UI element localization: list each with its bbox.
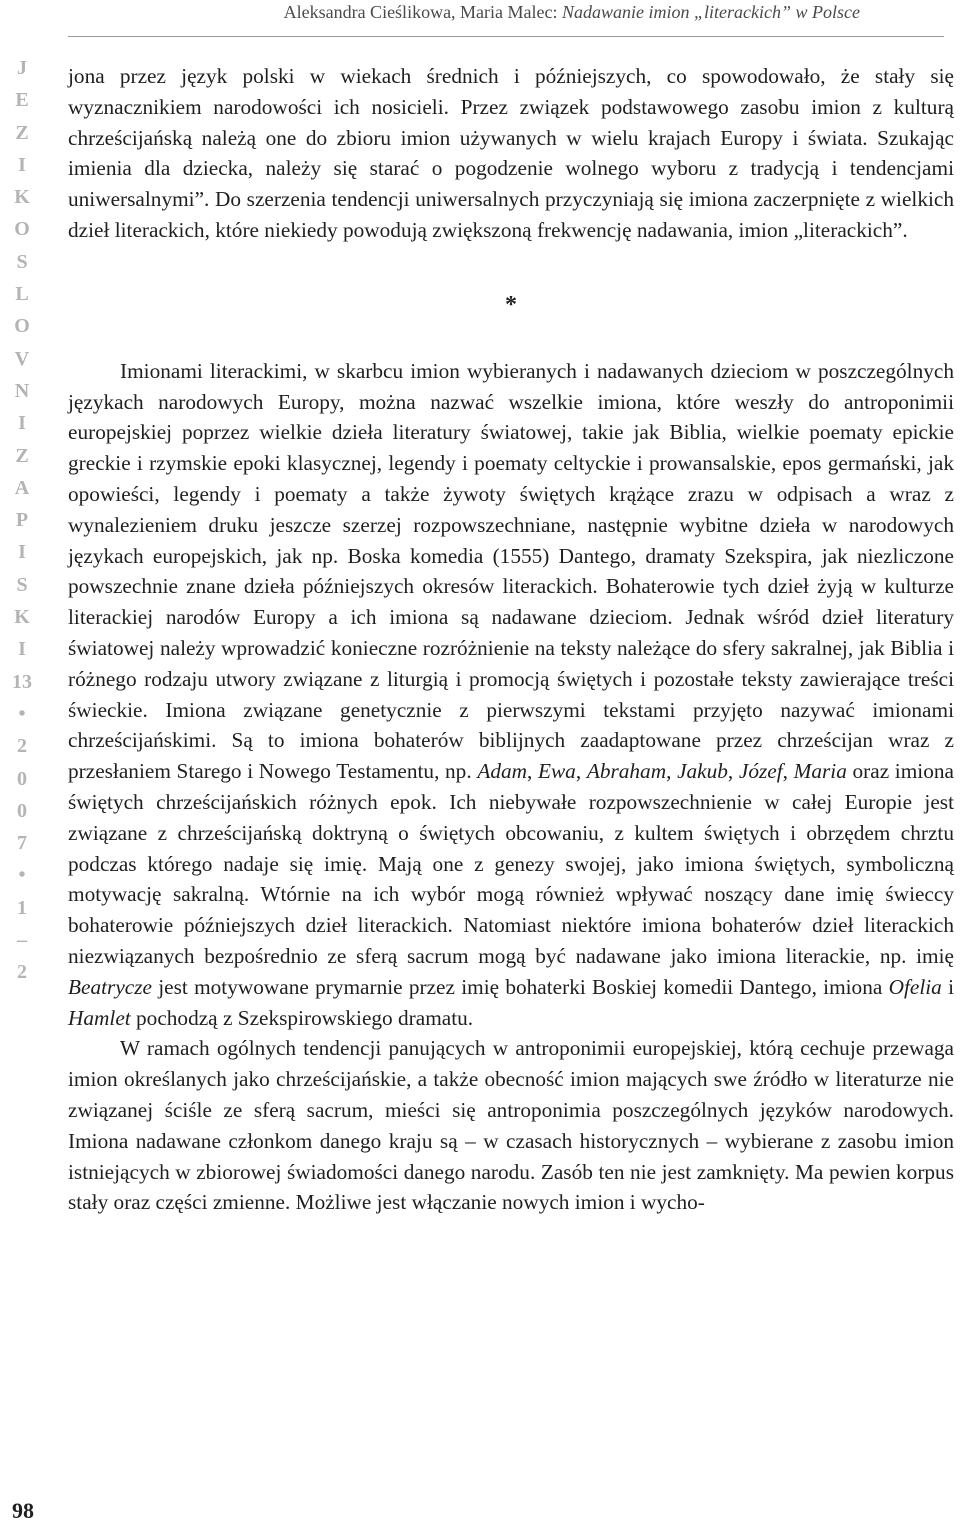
separator: , <box>527 759 538 784</box>
body-text <box>68 61 954 1218</box>
running-head <box>284 2 860 23</box>
running-head-authors: Aleksandra Cieślikowa, Maria Malec: <box>283 2 563 22</box>
paragraph-2 <box>68 356 954 1034</box>
side-title-char: Z <box>15 444 29 467</box>
paragraph-2-text: jest motywowane prymarnie przez imię bohaterki Boskiej komedii Dantego, imiona <box>151 974 889 999</box>
side-title-char: – <box>17 929 27 952</box>
side-title-char: S <box>16 573 28 596</box>
side-title-char: V <box>14 347 30 370</box>
side-title-char: O <box>14 315 30 338</box>
side-title-char: I <box>18 638 26 661</box>
side-title-char: A <box>14 476 30 499</box>
running-head-title: Nadawanie imion „literackich” w Polsce <box>562 2 860 22</box>
side-title-char: 1 <box>17 896 27 919</box>
paragraph-2-text: Imionami literackimi, w skarbcu imion wybieranych i nadawanych dzieciom w poszczególnych językach narodowych Europy, można nazwać wszelkie imiona, które weszły do antroponimii europejskiej poprzez wielkie dzieła literatury światowej, takie jak Biblia, wielkie poematy epickie greckie i rzymskie epoki klasycznej, legendy i poematy celtyckie i prowansalskie, epos germański, jak opowieści, legendy i poematy a także żywoty świętych krążące zrazu w odpisach a wraz z wynalezieniem druku jeszcze szerzej rozpowszechniane, następnie wybitne dzieła w narodowych językach europejskich, jak np. Boska komedia (1555) Dantego, dramaty Szekspira, jak niezliczone powszechnie znane dzieła późniejszych okresów literackich. Bohaterowie tych dzieł żyją w kulturze literackiej narodów Europy a ich imiona są nadawane dzieciom. Jednak wśród dzieł literatury światowej należy wprowadzić konieczne rozróżnienie na teksty należące do sfery sakralnej, jak Biblia i różnego rodzaju utwory związane z liturgią i promocją świętych i pozostałe teksty zawierające treści świeckie. Imiona związane genetycznie z pierwszymi tekstami przyjęto nazywać imionami chrześcijańskimi. Są to imiona bohaterów biblijnych zaadaptowane przez chrześcijan wraz z przesłaniem Starego i Nowego Testamentu, np. <box>68 358 954 784</box>
separator: , <box>575 759 587 784</box>
name-maria: Maria <box>793 759 847 784</box>
name-jozef: Józef <box>738 759 783 784</box>
name-beatrycze: Beatrycze <box>68 974 152 999</box>
name-ofelia: Ofelia <box>888 974 942 999</box>
side-title-char: J <box>17 57 27 79</box>
side-title-char: 13 <box>12 670 32 693</box>
section-divider-asterisk: * <box>505 291 517 318</box>
name-ewa: Ewa <box>537 759 576 784</box>
side-title-char: 0 <box>17 799 27 822</box>
paragraph-2-text: i <box>941 974 954 999</box>
paragraph-3: W ramach ogólnych tendencji panujących w antroponimii europejskiej, którą cechuje przewaga imion określanych jako chrześcijańskie, a także obecność imion mających swe źródło w literaturze nie związanej ściśle ze sferą sacrum, mieści się antroponimia poszczególnych języków narodowych. Imiona nadawane członkom danego kraju są – w czasach historycznych – wybierane z zasobu imion istniejących w zbiorowej świadomości danego narodu. Zasób ten nie jest zamknięty. Ma pewien korpus stały oraz części zmienne. Możliwe jest włączanie nowych imion i wycho- <box>68 1036 954 1215</box>
journal-side-title <box>8 58 36 995</box>
side-title-char: I <box>18 412 26 435</box>
paragraph-2-text: pochodzą z Szekspirowskiego dramatu. <box>130 1005 474 1030</box>
separator: , <box>727 759 739 784</box>
paragraph-1: jona przez język polski w wiekach średnich i późniejszych, co spowodowało, że stały się wyznacznikiem narodowości ich nosicieli. Przez związek podstawowego zasobu imion z kulturą chrześcijańską należą one do zbioru imion używanych w wielu krajach Europy i świata. Szukając imienia dla dziecka, należy się starać o pogodzenie wolnego wyboru z tradycją i tendencjami uniwersalnymi”. Do szerzenia tendencji uniwersalnych przyczyniają się imiona zaczerpnięte z wielkich dzieł literackich, które niekiedy powodują zwiększoną frekwencję nadawania, imion „literackich”. <box>68 64 954 242</box>
name-adam: Adam <box>477 759 527 784</box>
side-title-char: 7 <box>17 832 27 855</box>
name-hamlet: Hamlet <box>68 1005 131 1030</box>
page-number: 98 <box>12 1498 34 1523</box>
side-title-char: Z <box>15 121 29 144</box>
side-title-char: S <box>16 250 28 273</box>
side-title-char: 2 <box>17 735 27 758</box>
side-title-char: L <box>15 283 29 306</box>
side-title-char: I <box>18 153 26 176</box>
side-title-char: • <box>18 702 26 725</box>
name-abraham: Abraham <box>586 759 667 784</box>
side-title-char: K <box>14 186 30 209</box>
header-rule <box>68 36 944 37</box>
paragraph-2-text: oraz imiona świętych chrześcijańskich różnych epok. Ich niebywałe rozpowszechnienie w całej Europie jest związane z chrześcijańską doktryną o świętych obcowaniu, z kultem świętych i obrzędem chrztu podczas którego nadaje się imię. Mają one z genezy swojej, jako imiona świętych, symboliczną motywację sakralną. Wtórnie na ich wybór mogą również wpływać noszący dane imię świeccy bohaterowie późniejszych dzieł literackich. Natomiast niektóre imiona bohaterów dzieł literackich niezwiązanych bezpośrednio ze sferą sacrum mogą być nadawane jako imiona literackie, np. imię <box>68 759 954 968</box>
separator: , <box>666 759 678 784</box>
side-title-char: K <box>14 606 30 629</box>
side-title-char: 0 <box>17 767 27 790</box>
separator: , <box>782 759 794 784</box>
name-jakub: Jakub <box>677 759 728 784</box>
side-title-char: • <box>18 864 26 887</box>
side-title-char: O <box>14 218 30 241</box>
side-title-char: I <box>18 541 26 564</box>
side-title-char: P <box>15 509 29 532</box>
side-title-char: 2 <box>17 961 27 984</box>
side-title-char: E <box>15 89 29 112</box>
side-title-char: N <box>14 379 30 402</box>
